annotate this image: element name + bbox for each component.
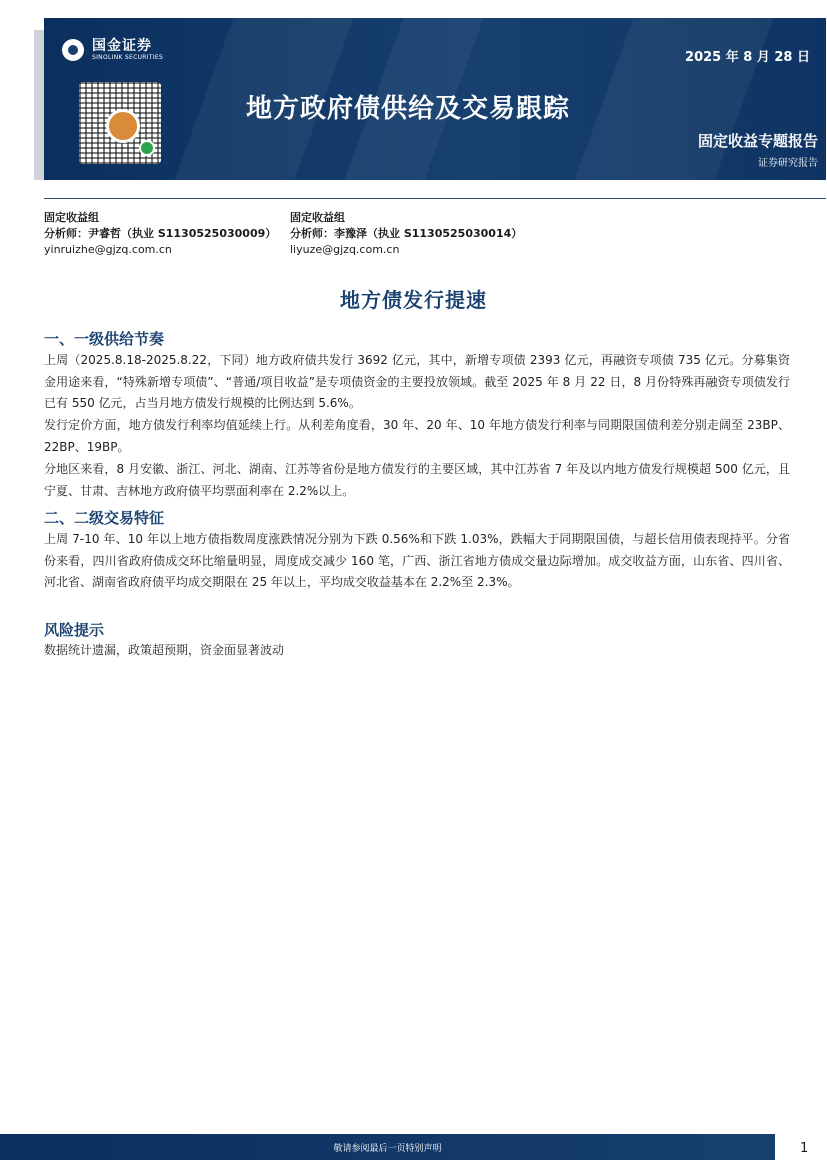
analyst-email[interactable]: liyuze@gjzq.com.cn	[290, 243, 400, 256]
paragraph-supply-overview: 上周（2025.8.18-2025.8.22，下同）地方政府债共发行 3692 亿元，其中，新增专项债 2393 亿元，再融资专项债 735 亿元。分募集资金用途来看，“特殊新增专项债”、“普通/项目收益”是专项债资金的主要投放领域。截至 2025 年 8 月 22 日，8 月份特殊再融资专项债发行已有 550 亿元，占当月地方债发行规模的比例达到 5.6%。	[44, 353, 790, 410]
header-divider	[44, 198, 826, 199]
paragraph-risk: 数据统计遗漏，政策超预期，资金面显著波动	[44, 643, 285, 657]
analyst-group: 固定收益组	[290, 211, 345, 224]
logo-en-text: SINOLINK SECURITIES	[92, 54, 164, 61]
analyst-block-1	[44, 210, 276, 258]
document-title: 地方债发行提速	[340, 288, 487, 312]
section-heading-secondary-trading: 二、二级交易特征	[44, 509, 165, 527]
analyst-name: 分析师：李豫泽（执业 S1130525030014）	[290, 227, 523, 240]
wechat-badge-icon	[139, 140, 155, 156]
footer-disclaimer: 敬请参阅最后一页特别声明	[333, 1144, 442, 1154]
analyst-group: 固定收益组	[44, 211, 99, 224]
logo-cn-text: 国金证券	[92, 38, 152, 54]
logo-mark-icon	[62, 39, 84, 61]
paragraph-pricing: 发行定价方面，地方债发行利率均值延续上行。从利差角度看，30 年、20 年、10 年地方债发行利率与同期限国债利差分别走阔至 23BP、22BP、19BP。	[44, 418, 790, 454]
page-number: 1	[800, 1141, 809, 1156]
paragraph-trading: 上周 7-10 年、10 年以上地方债指数周度涨跌情况分别为下跌 0.56%和下跌 1.03%，跌幅大于同期限国债，与超长信用债表现持平。分省份来看，四川省政府债成交环比缩量明显，周度成交减少 160 笔，广西、浙江省地方债成交量边际增加。成交收益方面，山东省、四川省、河北省、湖南省政府债平均成交期限在 25 年以上，平均成交收益基本在 2.2%至 2.3%。	[44, 532, 790, 589]
report-date: 2025 年 8 月 28 日	[685, 50, 810, 65]
company-logo	[62, 38, 163, 62]
report-banner	[44, 18, 826, 180]
analyst-block-2	[290, 210, 522, 258]
report-title: 地方政府债供给及交易跟踪	[246, 94, 571, 124]
section-heading-primary-supply: 一、一级供给节奏	[44, 330, 165, 348]
qr-code-icon	[79, 82, 161, 164]
paragraph-regional: 分地区来看，8 月安徽、浙江、河北、湖南、江苏等省份是地方债发行的主要区域，其中江苏省 7 年及以内地方债发行规模超 500 亿元，且宁夏、甘肃、吉林地方政府债平均票面利率在 2.2%以上。	[44, 462, 790, 498]
analyst-email[interactable]: yinruizhe@gjzq.com.cn	[44, 243, 172, 256]
report-type: 固定收益专题报告	[697, 132, 818, 150]
section-heading-risk: 风险提示	[44, 621, 105, 639]
report-subtype: 证券研究报告	[758, 158, 818, 169]
analyst-name: 分析师：尹睿哲（执业 S1130525030009）	[44, 227, 277, 240]
